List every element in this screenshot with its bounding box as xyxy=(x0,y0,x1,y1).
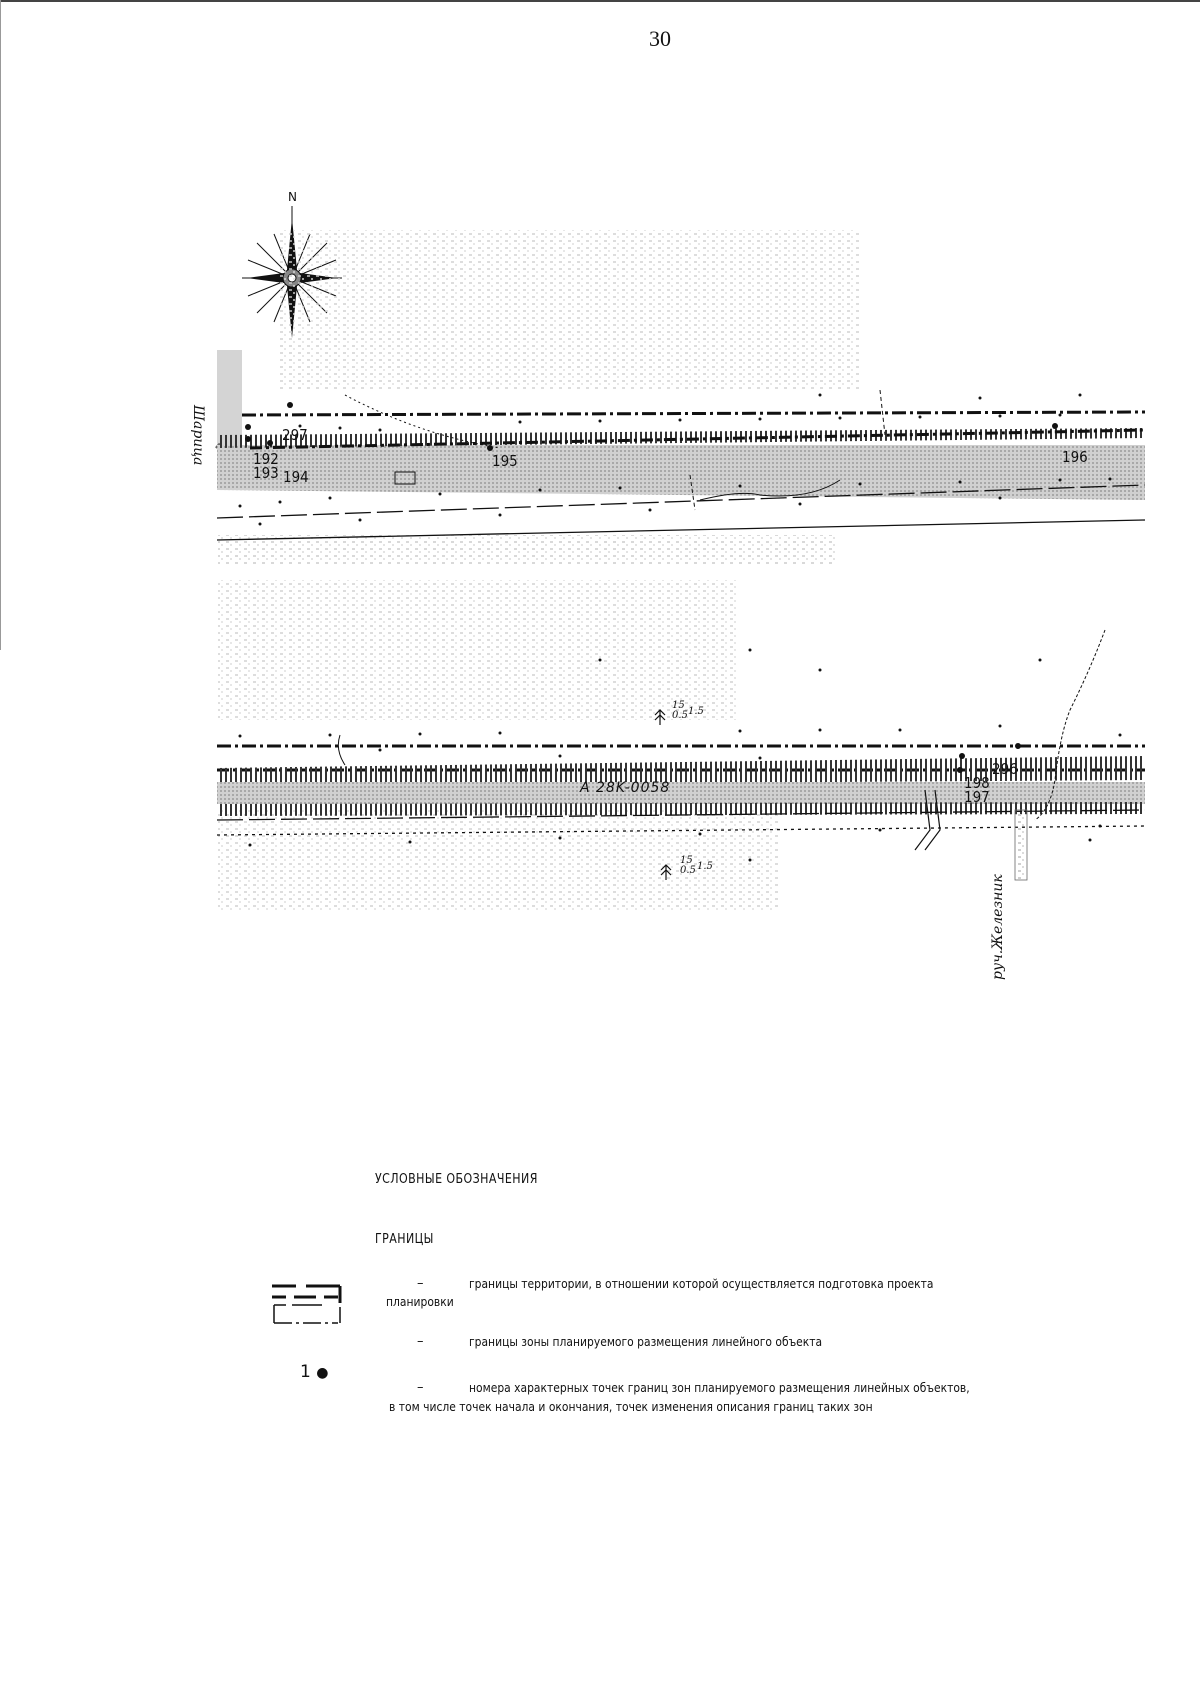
point-label-198: 198 xyxy=(964,774,990,792)
legend-item-1-dash: – xyxy=(417,1276,424,1291)
point-label-296: 296 xyxy=(992,760,1018,778)
map-area xyxy=(0,190,1200,1000)
forest-label-top: 15 0.5 xyxy=(672,700,688,721)
point-label-195: 195 xyxy=(492,452,518,470)
legend-title: УСЛОВНЫЕ ОБОЗНАЧЕНИЯ xyxy=(375,1172,538,1187)
forest-label-bottom-side: 1.5 xyxy=(697,861,713,872)
point-label-196: 196 xyxy=(1062,448,1088,466)
map-drawing xyxy=(0,190,1200,1000)
road-label: A 28K-0058 xyxy=(580,780,671,796)
point-label-197: 197 xyxy=(964,788,990,806)
point-label-192: 192 xyxy=(253,450,279,468)
point-label-297: 297 xyxy=(282,426,308,444)
point-number-icon: 1 ● xyxy=(300,1362,329,1382)
legend-subtitle: ГРАНИЦЫ xyxy=(375,1232,434,1247)
stream-label-zheleznik: руч.Железник xyxy=(990,874,1006,980)
legend-item-2-dash: – xyxy=(417,1334,424,1349)
legend-item-1-text-cont: планировки xyxy=(386,1294,454,1309)
page-number: 30 xyxy=(649,26,671,51)
compass-north-label: N xyxy=(288,190,297,204)
legend-item-1-text: границы территории, в отношении которой осуществляется подготовка проекта xyxy=(469,1276,934,1291)
scan-edge-top xyxy=(0,0,1200,2)
river-label-sharitsa: Шарица xyxy=(190,405,206,466)
point-label-193: 193 xyxy=(253,464,279,482)
legend-item-2-text: границы зоны планируемого размещения линейного объекта xyxy=(469,1334,823,1349)
forest-label-bottom: 15 0.5 xyxy=(680,855,696,876)
dashed-boundary-icon xyxy=(272,1283,344,1325)
legend-item-3-text: номера характерных точек границ зон планируемого размещения линейных объектов, xyxy=(469,1380,970,1395)
point-label-194: 194 xyxy=(283,468,309,486)
forest-label-top-side: 1.5 xyxy=(688,706,704,717)
legend-item-3-text-cont: в том числе точек начала и окончания, точек изменения описания границ таких зон xyxy=(389,1399,873,1414)
legend-item-3-dash: – xyxy=(417,1380,424,1395)
